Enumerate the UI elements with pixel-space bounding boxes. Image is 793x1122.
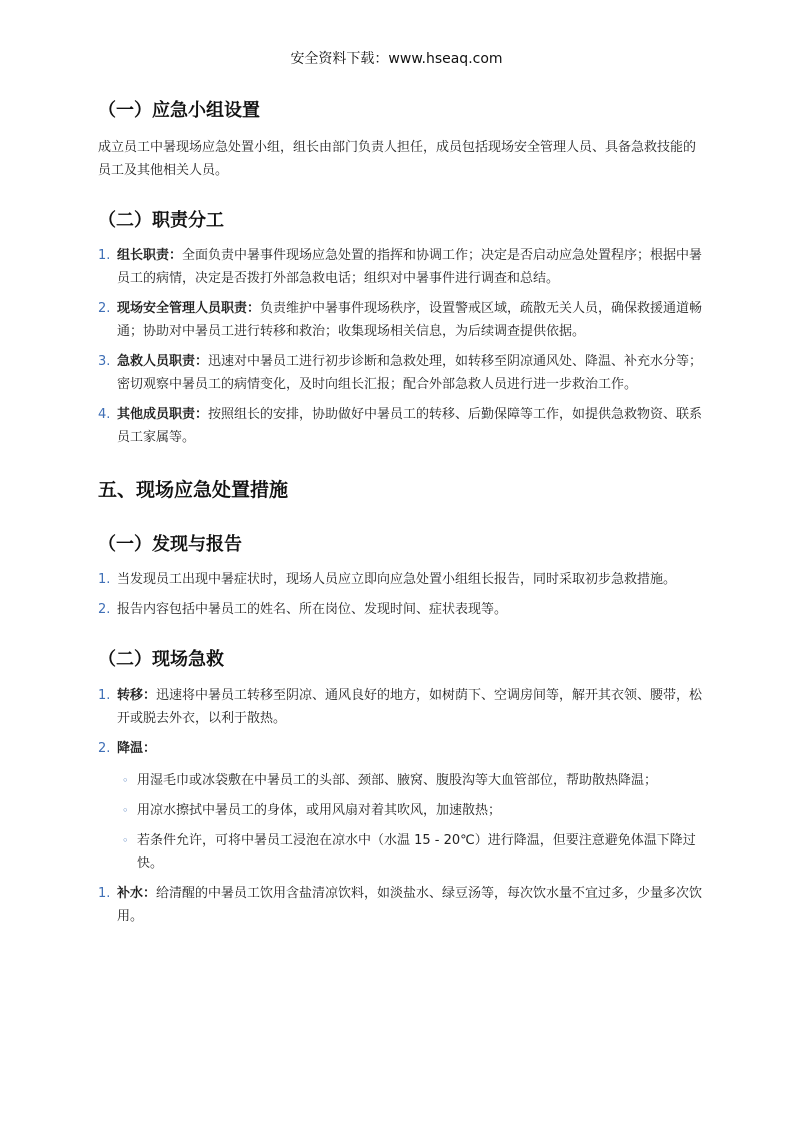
page-header: 安全资料下载：www.hseaq.com — [290, 51, 503, 67]
paragraph-team-setup: 成立员工中暑现场应急处置小组，组长由部门负责人担任，成员包括现场安全管理人员、具备急救技能的员工及其他相关人员。 — [98, 140, 697, 178]
list-number: 4. — [98, 407, 111, 422]
item-text: 报告内容包括中暑员工的姓名、所在岗位、发现时间、症状表现等。 — [117, 602, 508, 617]
list-number: 1. — [98, 572, 111, 587]
item-text: 负责维护中暑事件现场秩序，设置警戒区域，疏散无关人员，确保救援通道畅通；协助对中暑员工进行转移和救治；收集现场相关信息，为后续调查提供依据。 — [117, 301, 703, 339]
list-item — [98, 297, 704, 343]
list-item — [98, 350, 704, 396]
item-label: 补水： — [117, 886, 157, 901]
list-item — [98, 598, 704, 621]
cooling-sublist — [98, 769, 704, 875]
list-number: 3. — [98, 354, 111, 369]
bullet-icon: ◦ — [122, 804, 129, 817]
first-aid-list — [98, 684, 704, 760]
bullet-icon: ◦ — [122, 774, 129, 787]
list-number: 2. — [98, 301, 111, 316]
chapter-title: 五、现场应急处置措施 — [98, 479, 289, 501]
item-text: 全面负责中暑事件现场应急处置的指挥和协调工作；决定是否启动应急处置程序；根据中暑员工的病情，决定是否拨打外部急救电话；组织对中暑事件进行调查和总结。 — [117, 248, 703, 286]
sub-item-text: 若条件允许，可将中暑员工浸泡在凉水中（水温 15 - 20℃）进行降温，但要注意避免体温下降过快。 — [137, 833, 696, 871]
hydration-list — [98, 882, 704, 928]
item-label: 组长职责： — [117, 248, 183, 263]
sub-list-item — [98, 769, 704, 792]
list-number: 2. — [98, 741, 111, 756]
item-text: 迅速对中暑员工进行初步诊断和急救处理，如转移至阴凉通风处、降温、补充水分等；密切观察中暑员工的病情变化，及时向组长汇报；配合外部急救人员进行进一步救治工作。 — [117, 354, 703, 392]
item-label: 急救人员职责： — [117, 354, 209, 369]
list-item — [98, 403, 704, 449]
list-item — [98, 684, 704, 730]
item-label: 转移： — [117, 688, 157, 703]
item-label: 现场安全管理人员职责： — [117, 301, 261, 316]
sub-item-text: 用凉水擦拭中暑员工的身体，或用风扇对着其吹风，加速散热； — [137, 803, 502, 818]
item-text: 迅速将中暑员工转移至阴凉、通风良好的地方，如树荫下、空调房间等，解开其衣领、腰带，松开或脱去外衣，以利于散热。 — [117, 688, 703, 726]
section-title-emergency-team: （一）应急小组设置 — [98, 100, 260, 121]
item-label: 其他成员职责： — [117, 407, 209, 422]
document-body — [98, 96, 704, 928]
sub-list-item — [98, 829, 704, 875]
bullet-icon: ◦ — [122, 834, 129, 847]
sub-item-text: 用湿毛巾或冰袋敷在中暑员工的头部、颈部、腋窝、腹股沟等大血管部位，帮助散热降温； — [137, 773, 658, 788]
list-number: 1. — [98, 688, 111, 703]
item-text: 当发现员工出现中暑症状时，现场人员应立即向应急处置小组组长报告，同时采取初步急救措施。 — [117, 572, 677, 587]
discovery-list — [98, 568, 704, 621]
list-item — [98, 882, 704, 928]
list-number: 1. — [98, 248, 111, 263]
list-item — [98, 568, 704, 591]
list-number: 1. — [98, 886, 111, 901]
list-number: 2. — [98, 602, 111, 617]
duties-list — [98, 244, 704, 449]
list-item — [98, 737, 704, 760]
item-text: 给清醒的中暑员工饮用含盐清凉饮料，如淡盐水、绿豆汤等，每次饮水量不宜过多，少量多次饮用。 — [117, 886, 703, 924]
sub-list-item — [98, 799, 704, 822]
item-text: 按照组长的安排，协助做好中暑员工的转移、后勤保障等工作，如提供急救物资、联系员工家属等。 — [117, 407, 703, 445]
section-title-first-aid: （二）现场急救 — [98, 649, 224, 670]
section-title-discovery: （一）发现与报告 — [98, 534, 242, 555]
item-label: 降温： — [117, 741, 157, 756]
section-title-duties: （二）职责分工 — [98, 210, 224, 231]
list-item — [98, 244, 704, 290]
